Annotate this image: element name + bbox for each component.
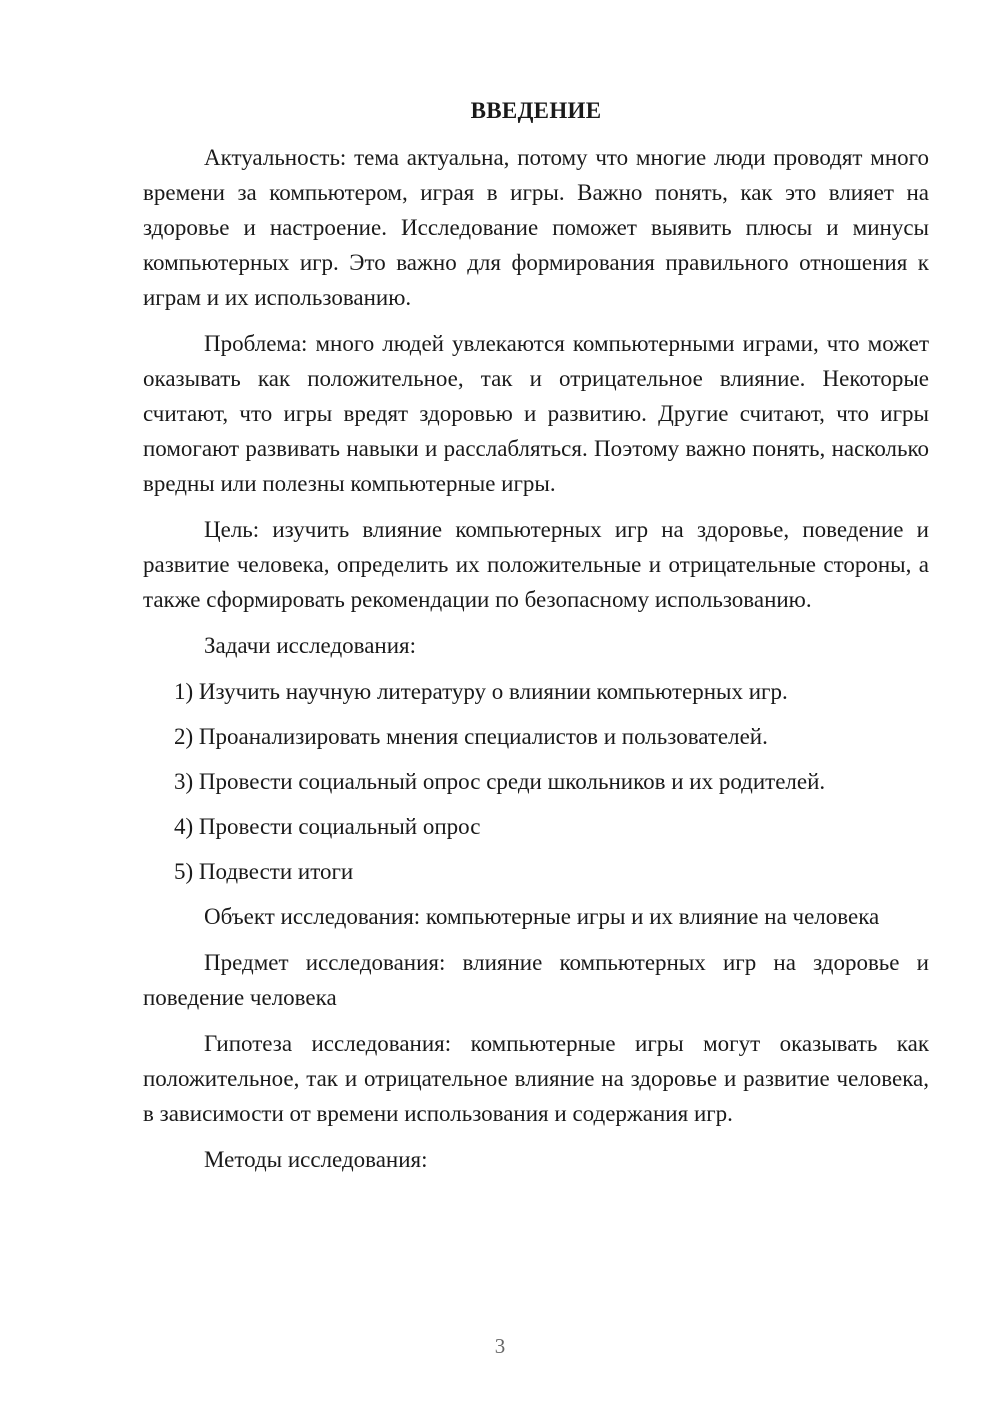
hypothesis-paragraph: Гипотеза исследования: компьютерные игры могут оказывать как положительное, так и отрицательное влияние на здоровье и развитие человека, в зависимости от времени использования и содержания игр. [143,1031,929,1126]
subject-paragraph: Предмет исследования: влияние компьютерных игр на здоровье и поведение человека [143,950,929,1010]
methods-label: Методы исследования: [204,1147,428,1172]
problem-paragraph: Проблема: много людей увлекаются компьютерными играми, что может оказывать как положительное, так и отрицательное влияние. Некоторые считают, что игры вредят здоровью и развитию. Другие считают, что игры помогают развивать навыки и расслабляться. Поэтому важно понять, насколько вредны или полезны компьютерные игры. [143,331,929,496]
task-item: 2) Проанализировать мнения специалистов и пользователей. [174,724,768,749]
object-paragraph: Объект исследования: компьютерные игры и их влияние на человека [204,904,880,929]
tasks-label: Задачи исследования: [204,633,417,658]
task-item: 3) Провести социальный опрос среди школьников и их родителей. [174,769,826,794]
relevance-paragraph: Актуальность: тема актуальна, потому что многие люди проводят много времени за компьютером, играя в игры. Важно понять, как это влияет на здоровье и настроение. Исследование поможет выявить плюсы и минусы компьютерных игр. Это важно для формирования правильного отношения к играм и их использованию. [143,145,929,310]
task-item: 4) Провести социальный опрос [174,814,481,839]
task-item: 1) Изучить научную литературу о влиянии компьютерных игр. [174,679,788,704]
page-title: ВВЕДЕНИЕ [470,98,602,123]
tasks-list [143,674,929,889]
page-content [143,92,929,1188]
task-item: 5) Подвести итоги [174,859,354,884]
goal-paragraph: Цель: изучить влияние компьютерных игр на здоровье, поведение и развитие человека, определить их положительные и отрицательные стороны, а также сформировать рекомендации по безопасному использованию. [143,517,929,612]
page-number: 3 [494,1334,506,1358]
